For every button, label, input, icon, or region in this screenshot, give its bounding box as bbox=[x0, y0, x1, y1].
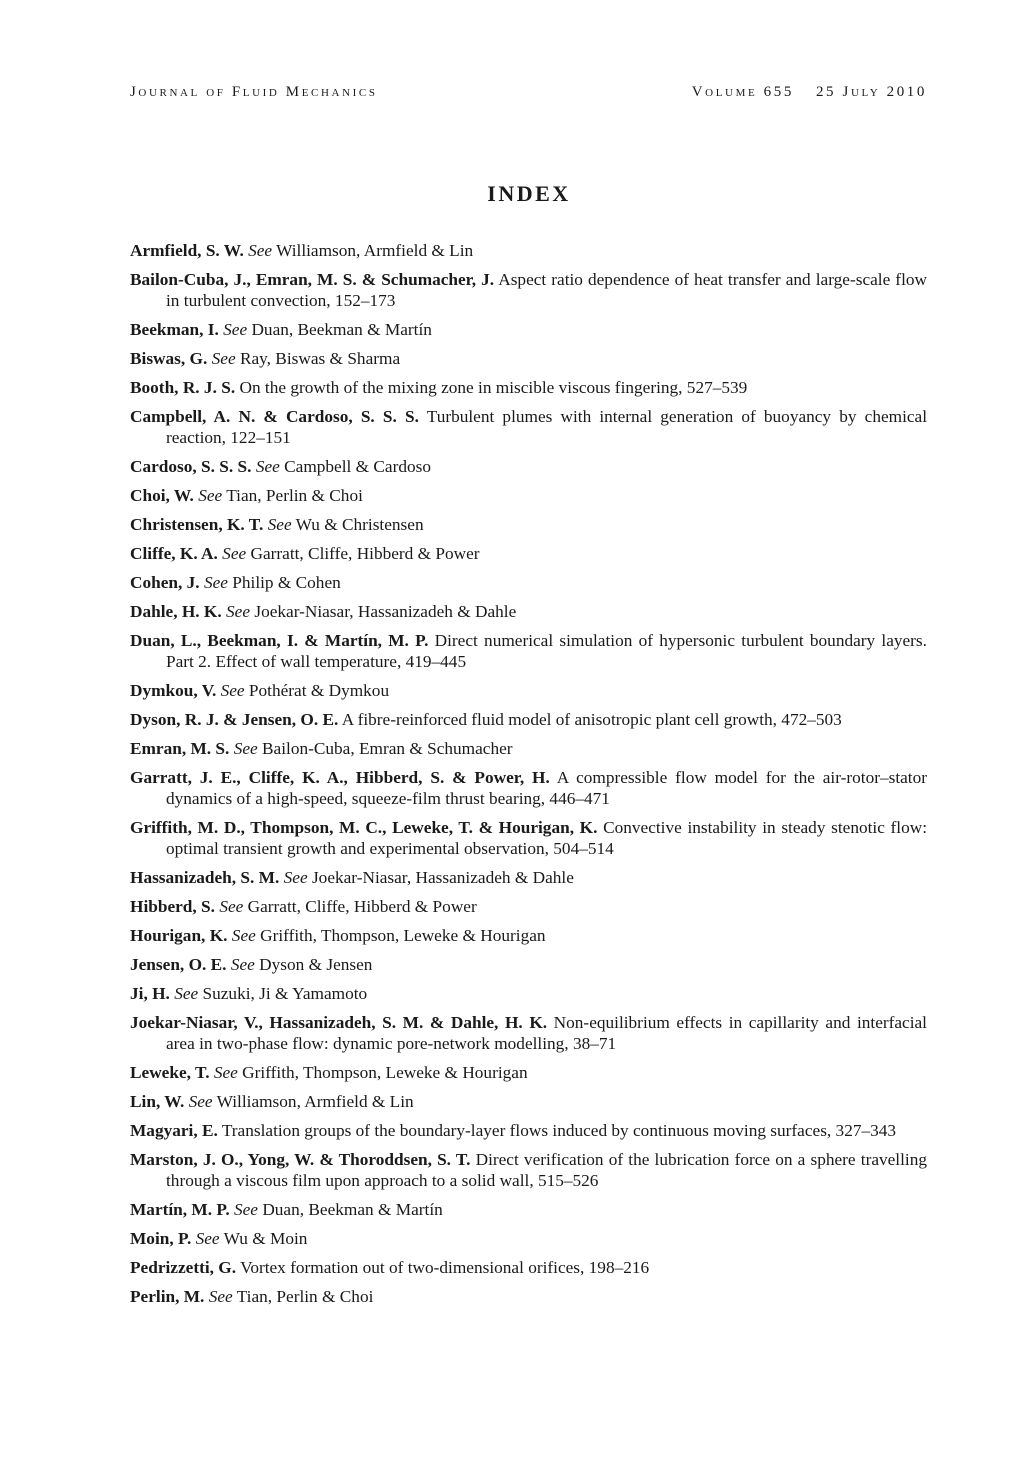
volume-number: Volume 655 bbox=[691, 84, 794, 100]
index-entry bbox=[130, 867, 927, 888]
issue-date: 25 July 2010 bbox=[815, 84, 927, 100]
entry-text: Garratt, Cliffe, Hibberd & Power bbox=[250, 544, 480, 563]
entry-text: Suzuki, Ji & Yamamoto bbox=[202, 984, 368, 1003]
index-entry bbox=[130, 1091, 927, 1112]
index-entry bbox=[130, 269, 927, 311]
entry-text: Joekar-Niasar, Hassanizadeh & Dahle bbox=[311, 868, 574, 887]
entry-author: Griffith, M. D., Thompson, M. C., Leweke, T. & Hourigan, K. bbox=[130, 818, 598, 837]
entry-text: Griffith, Thompson, Leweke & Hourigan bbox=[242, 1063, 528, 1082]
index-entry bbox=[130, 377, 927, 398]
entry-see-ref: See bbox=[226, 602, 251, 621]
entry-author: Cardoso, S. S. S. bbox=[130, 457, 252, 476]
index-entry bbox=[130, 319, 927, 340]
index-entry bbox=[130, 1199, 927, 1220]
index-entry bbox=[130, 680, 927, 701]
entry-author: Martín, M. P. bbox=[130, 1200, 230, 1219]
entry-text: Convective instability in steady stenotic flow: optimal transient growth and experimental observation, 504–514 bbox=[166, 818, 927, 858]
entry-text: Translation groups of the boundary-layer flows induced by continuous moving surfaces, 327–343 bbox=[221, 1121, 897, 1140]
index-entry bbox=[130, 896, 927, 917]
entry-author: Booth, R. J. S. bbox=[130, 378, 236, 397]
entry-author: Dyson, R. J. & Jensen, O. E. bbox=[130, 710, 339, 729]
entry-see-ref: See bbox=[203, 573, 228, 592]
entry-text: A compressible flow model for the air-rotor–stator dynamics of a high-speed, squeeze-film thrust bearing, 446–471 bbox=[166, 768, 928, 808]
entry-author: Ji, H. bbox=[130, 984, 170, 1003]
entry-text: Pothérat & Dymkou bbox=[248, 681, 390, 700]
index-entry bbox=[130, 1149, 927, 1191]
index-entry bbox=[130, 983, 927, 1004]
entry-author: Bailon-Cuba, J., Emran, M. S. & Schumacher, J. bbox=[130, 270, 495, 289]
entry-author: Beekman, I. bbox=[130, 320, 219, 339]
index-entry bbox=[130, 456, 927, 477]
entry-see-ref: See bbox=[198, 486, 223, 505]
entry-text: Williamson, Armfield & Lin bbox=[276, 241, 474, 260]
entry-text: Philip & Cohen bbox=[232, 573, 341, 592]
entry-text: On the growth of the mixing zone in miscible viscous fingering, 527–539 bbox=[239, 378, 748, 397]
index-entry bbox=[130, 514, 927, 535]
entry-see-ref: See bbox=[208, 1287, 233, 1306]
index-entry bbox=[130, 954, 927, 975]
entry-text: Dyson & Jensen bbox=[259, 955, 373, 974]
entry-see-ref: See bbox=[248, 241, 273, 260]
entry-see-ref: See bbox=[222, 544, 247, 563]
entry-text: Tian, Perlin & Choi bbox=[226, 486, 363, 505]
entry-text: Bailon-Cuba, Emran & Schumacher bbox=[262, 739, 513, 758]
entry-author: Emran, M. S. bbox=[130, 739, 230, 758]
entry-author: Campbell, A. N. & Cardoso, S. S. S. bbox=[130, 407, 419, 426]
entry-see-ref: See bbox=[219, 897, 244, 916]
entry-author: Hassanizadeh, S. M. bbox=[130, 868, 280, 887]
entry-text: Wu & Moin bbox=[223, 1229, 308, 1248]
entry-see-ref: See bbox=[213, 1063, 238, 1082]
entry-text: Non-equilibrium effects in capillarity and interfacial area in two-phase flow: dynamic pore-network modelling, 38–71 bbox=[166, 1013, 927, 1053]
index-entry bbox=[130, 601, 927, 622]
entry-author: Armfield, S. W. bbox=[130, 241, 244, 260]
index-entry bbox=[130, 1062, 927, 1083]
index-entry bbox=[130, 738, 927, 759]
index-entry bbox=[130, 925, 927, 946]
entry-text: Tian, Perlin & Choi bbox=[236, 1287, 374, 1306]
entry-see-ref: See bbox=[234, 1200, 258, 1219]
entry-author: Biswas, G. bbox=[130, 349, 208, 368]
entry-author: Jensen, O. E. bbox=[130, 955, 227, 974]
index-entry bbox=[130, 767, 927, 809]
entry-author: Christensen, K. T. bbox=[130, 515, 264, 534]
entry-see-ref: See bbox=[211, 349, 236, 368]
index-entry bbox=[130, 572, 927, 593]
entry-text: Wu & Christensen bbox=[295, 515, 424, 534]
journal-title: Journal of Fluid Mechanics bbox=[130, 84, 378, 100]
entry-see-ref: See bbox=[267, 515, 292, 534]
entry-author: Pedrizzetti, G. bbox=[130, 1258, 237, 1277]
index-entry bbox=[130, 1286, 927, 1307]
entry-author: Hourigan, K. bbox=[130, 926, 228, 945]
running-head bbox=[130, 84, 927, 108]
entry-author: Cohen, J. bbox=[130, 573, 200, 592]
entry-author: Marston, J. O., Yong, W. & Thoroddsen, S. T. bbox=[130, 1150, 471, 1169]
volume-info bbox=[692, 84, 927, 101]
entry-author: Magyari, E. bbox=[130, 1121, 218, 1140]
entry-text: Turbulent plumes with internal generation of buoyancy by chemical reaction, 122–151 bbox=[166, 407, 928, 447]
index-entry bbox=[130, 240, 927, 261]
entry-text: Campbell & Cardoso bbox=[284, 457, 431, 476]
index-entry bbox=[130, 406, 927, 448]
index-entry bbox=[130, 817, 927, 859]
entry-author: Perlin, M. bbox=[130, 1287, 205, 1306]
entry-see-ref: See bbox=[255, 457, 280, 476]
entry-text: Vortex formation out of two-dimensional orifices, 198–216 bbox=[240, 1258, 650, 1277]
index-entry bbox=[130, 1257, 927, 1278]
entry-author: Duan, L., Beekman, I. & Martín, M. P. bbox=[130, 631, 429, 650]
entry-see-ref: See bbox=[220, 681, 245, 700]
index-entry bbox=[130, 485, 927, 506]
index-entry bbox=[130, 1120, 927, 1141]
entry-author: Garratt, J. E., Cliffe, K. A., Hibberd, S. & Power, H. bbox=[130, 768, 550, 787]
entry-text: Duan, Beekman & Martín bbox=[262, 1200, 443, 1219]
index-entry bbox=[130, 1228, 927, 1249]
entry-author: Cliffe, K. A. bbox=[130, 544, 218, 563]
entry-author: Choi, W. bbox=[130, 486, 194, 505]
entry-see-ref: See bbox=[174, 984, 199, 1003]
entry-see-ref: See bbox=[233, 739, 258, 758]
entry-text: Direct verification of the lubrication force on a sphere travelling through a viscous film upon approach to a solid wall, 515–526 bbox=[166, 1150, 927, 1190]
index-entry bbox=[130, 1012, 927, 1054]
entry-text: Williamson, Armfield & Lin bbox=[216, 1092, 414, 1111]
entry-author: Joekar-Niasar, V., Hassanizadeh, S. M. & Dahle, H. K. bbox=[130, 1013, 548, 1032]
index-entry bbox=[130, 709, 927, 730]
entry-text: Ray, Biswas & Sharma bbox=[239, 349, 401, 368]
entry-see-ref: See bbox=[283, 868, 308, 887]
entry-see-ref: See bbox=[230, 955, 255, 974]
entry-text: Joekar-Niasar, Hassanizadeh & Dahle bbox=[254, 602, 517, 621]
entry-author: Lin, W. bbox=[130, 1092, 185, 1111]
entry-text: Garratt, Cliffe, Hibberd & Power bbox=[247, 897, 477, 916]
entry-see-ref: See bbox=[231, 926, 256, 945]
entry-author: Moin, P. bbox=[130, 1229, 192, 1248]
index-list bbox=[130, 240, 927, 1315]
entry-text: A fibre-reinforced fluid model of anisotropic plant cell growth, 472–503 bbox=[341, 710, 842, 729]
entry-text: Aspect ratio dependence of heat transfer and large-scale flow in turbulent convection, 152–173 bbox=[166, 270, 927, 310]
entry-text: Duan, Beekman & Martín bbox=[251, 320, 432, 339]
entry-author: Leweke, T. bbox=[130, 1063, 210, 1082]
entry-text: Griffith, Thompson, Leweke & Hourigan bbox=[260, 926, 546, 945]
index-entry bbox=[130, 543, 927, 564]
entry-author: Dahle, H. K. bbox=[130, 602, 222, 621]
page-title: INDEX bbox=[487, 181, 571, 206]
entry-see-ref: See bbox=[223, 320, 248, 339]
index-entry bbox=[130, 630, 927, 672]
index-entry bbox=[130, 348, 927, 369]
entry-author: Hibberd, S. bbox=[130, 897, 215, 916]
entry-author: Dymkou, V. bbox=[130, 681, 217, 700]
entry-see-ref: See bbox=[188, 1092, 213, 1111]
entry-see-ref: See bbox=[195, 1229, 220, 1248]
entry-text: Direct numerical simulation of hypersonic turbulent boundary layers. Part 2. Effect of wall temperature, 419–445 bbox=[166, 631, 927, 671]
